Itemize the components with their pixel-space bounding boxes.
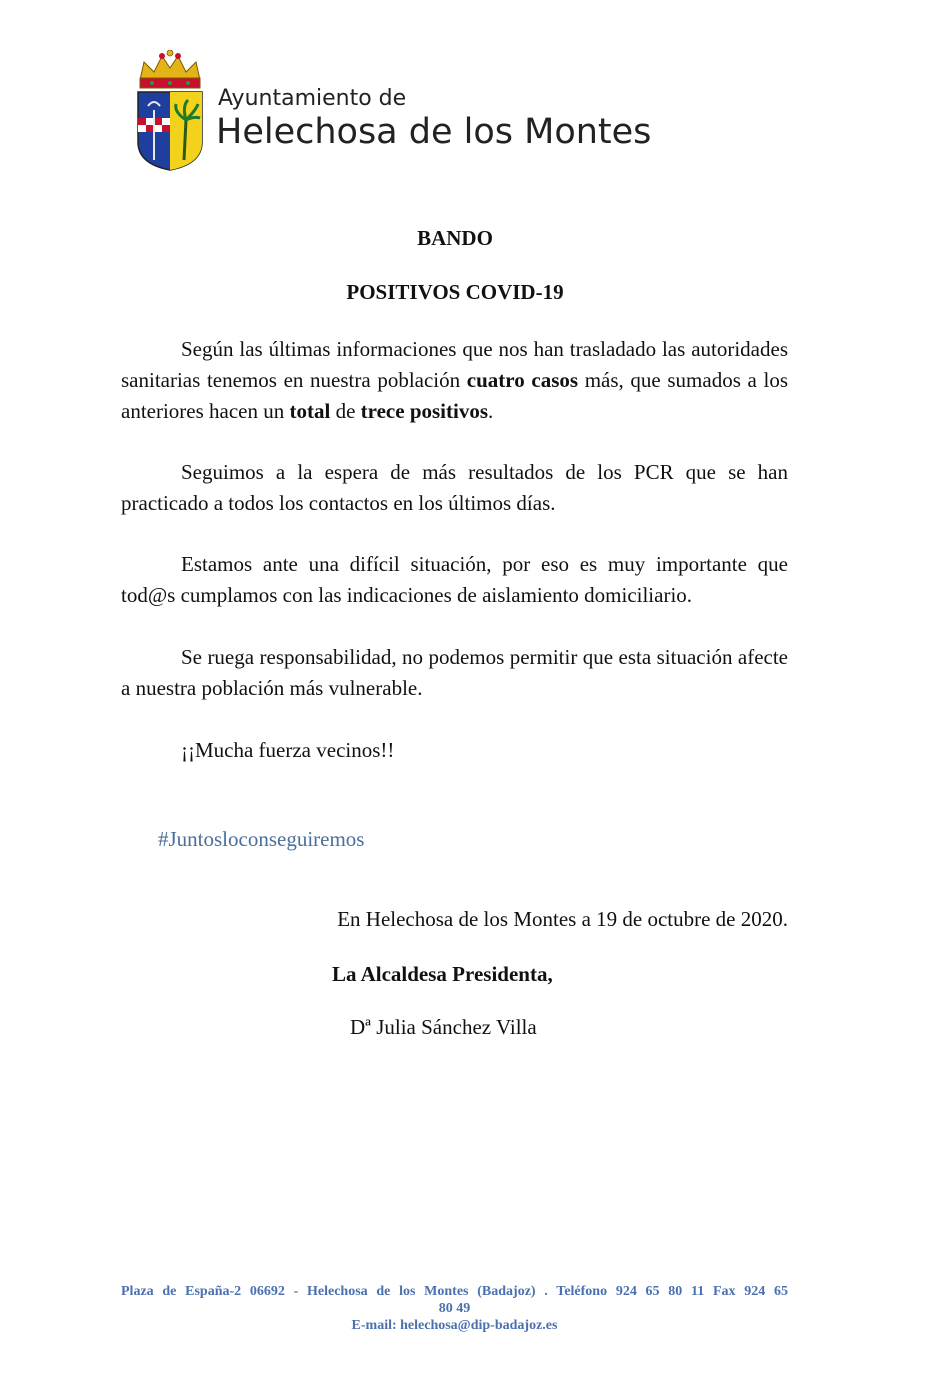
document-subtitle: POSITIVOS COVID-19	[346, 280, 564, 304]
signer-name: Dª Julia Sánchez Villa	[350, 1015, 537, 1039]
dateline: En Helechosa de los Montes a 19 de octubre de 2020.	[337, 907, 788, 931]
p1-text-a: Según las últimas informaciones que nos han trasladado las autoridades sanitarias tenemos en nuestra población	[121, 337, 788, 392]
hashtag: #Juntosloconseguiremos	[158, 827, 365, 851]
signer-title: La Alcaldesa Presidenta,	[332, 962, 553, 986]
letterhead	[134, 50, 652, 175]
coat-of-arms-icon	[134, 50, 206, 172]
p1-text-g: .	[488, 399, 494, 423]
p1-bold-positives: trece positivos	[360, 399, 489, 423]
paragraph-responsibility: Se ruega responsabilidad, no podemos permitir que esta situación afecte a nuestra población más vulnerable.	[121, 645, 788, 700]
org-name-line2: Helechosa de los Montes	[216, 112, 652, 152]
footer-fax-continuation: 80 49	[438, 1301, 471, 1316]
p1-bold-cases: cuatro casos	[466, 368, 579, 392]
paragraph-pcr: Seguimos a la espera de más resultados de los PCR que se han practicado a todos los contactos en los últimos días.	[121, 460, 788, 515]
org-name-line1: Ayuntamiento de	[218, 86, 407, 111]
p1-bold-total: total	[289, 399, 331, 423]
p1-text-c: más, que sumados a los anteriores hacen un	[121, 368, 788, 423]
paragraph-situation: Estamos ante una difícil situación, por eso es muy importante que tod@s cumplamos con las indicaciones de aislamiento domiciliario.	[121, 552, 788, 607]
paragraph-encouragement: ¡¡Mucha fuerza vecinos!!	[181, 738, 395, 762]
paragraph-cases	[121, 334, 788, 427]
document-title: BANDO	[417, 226, 493, 250]
footer-contact	[121, 1283, 788, 1334]
footer-email: E-mail: helechosa@dip-badajoz.es	[351, 1318, 558, 1333]
p1-text-e: de	[330, 399, 361, 423]
footer-address: Plaza de España-2 06692 - Helechosa de los Montes (Badajoz) . Teléfono 924 65 80 11 Fax 924 65	[121, 1284, 788, 1299]
